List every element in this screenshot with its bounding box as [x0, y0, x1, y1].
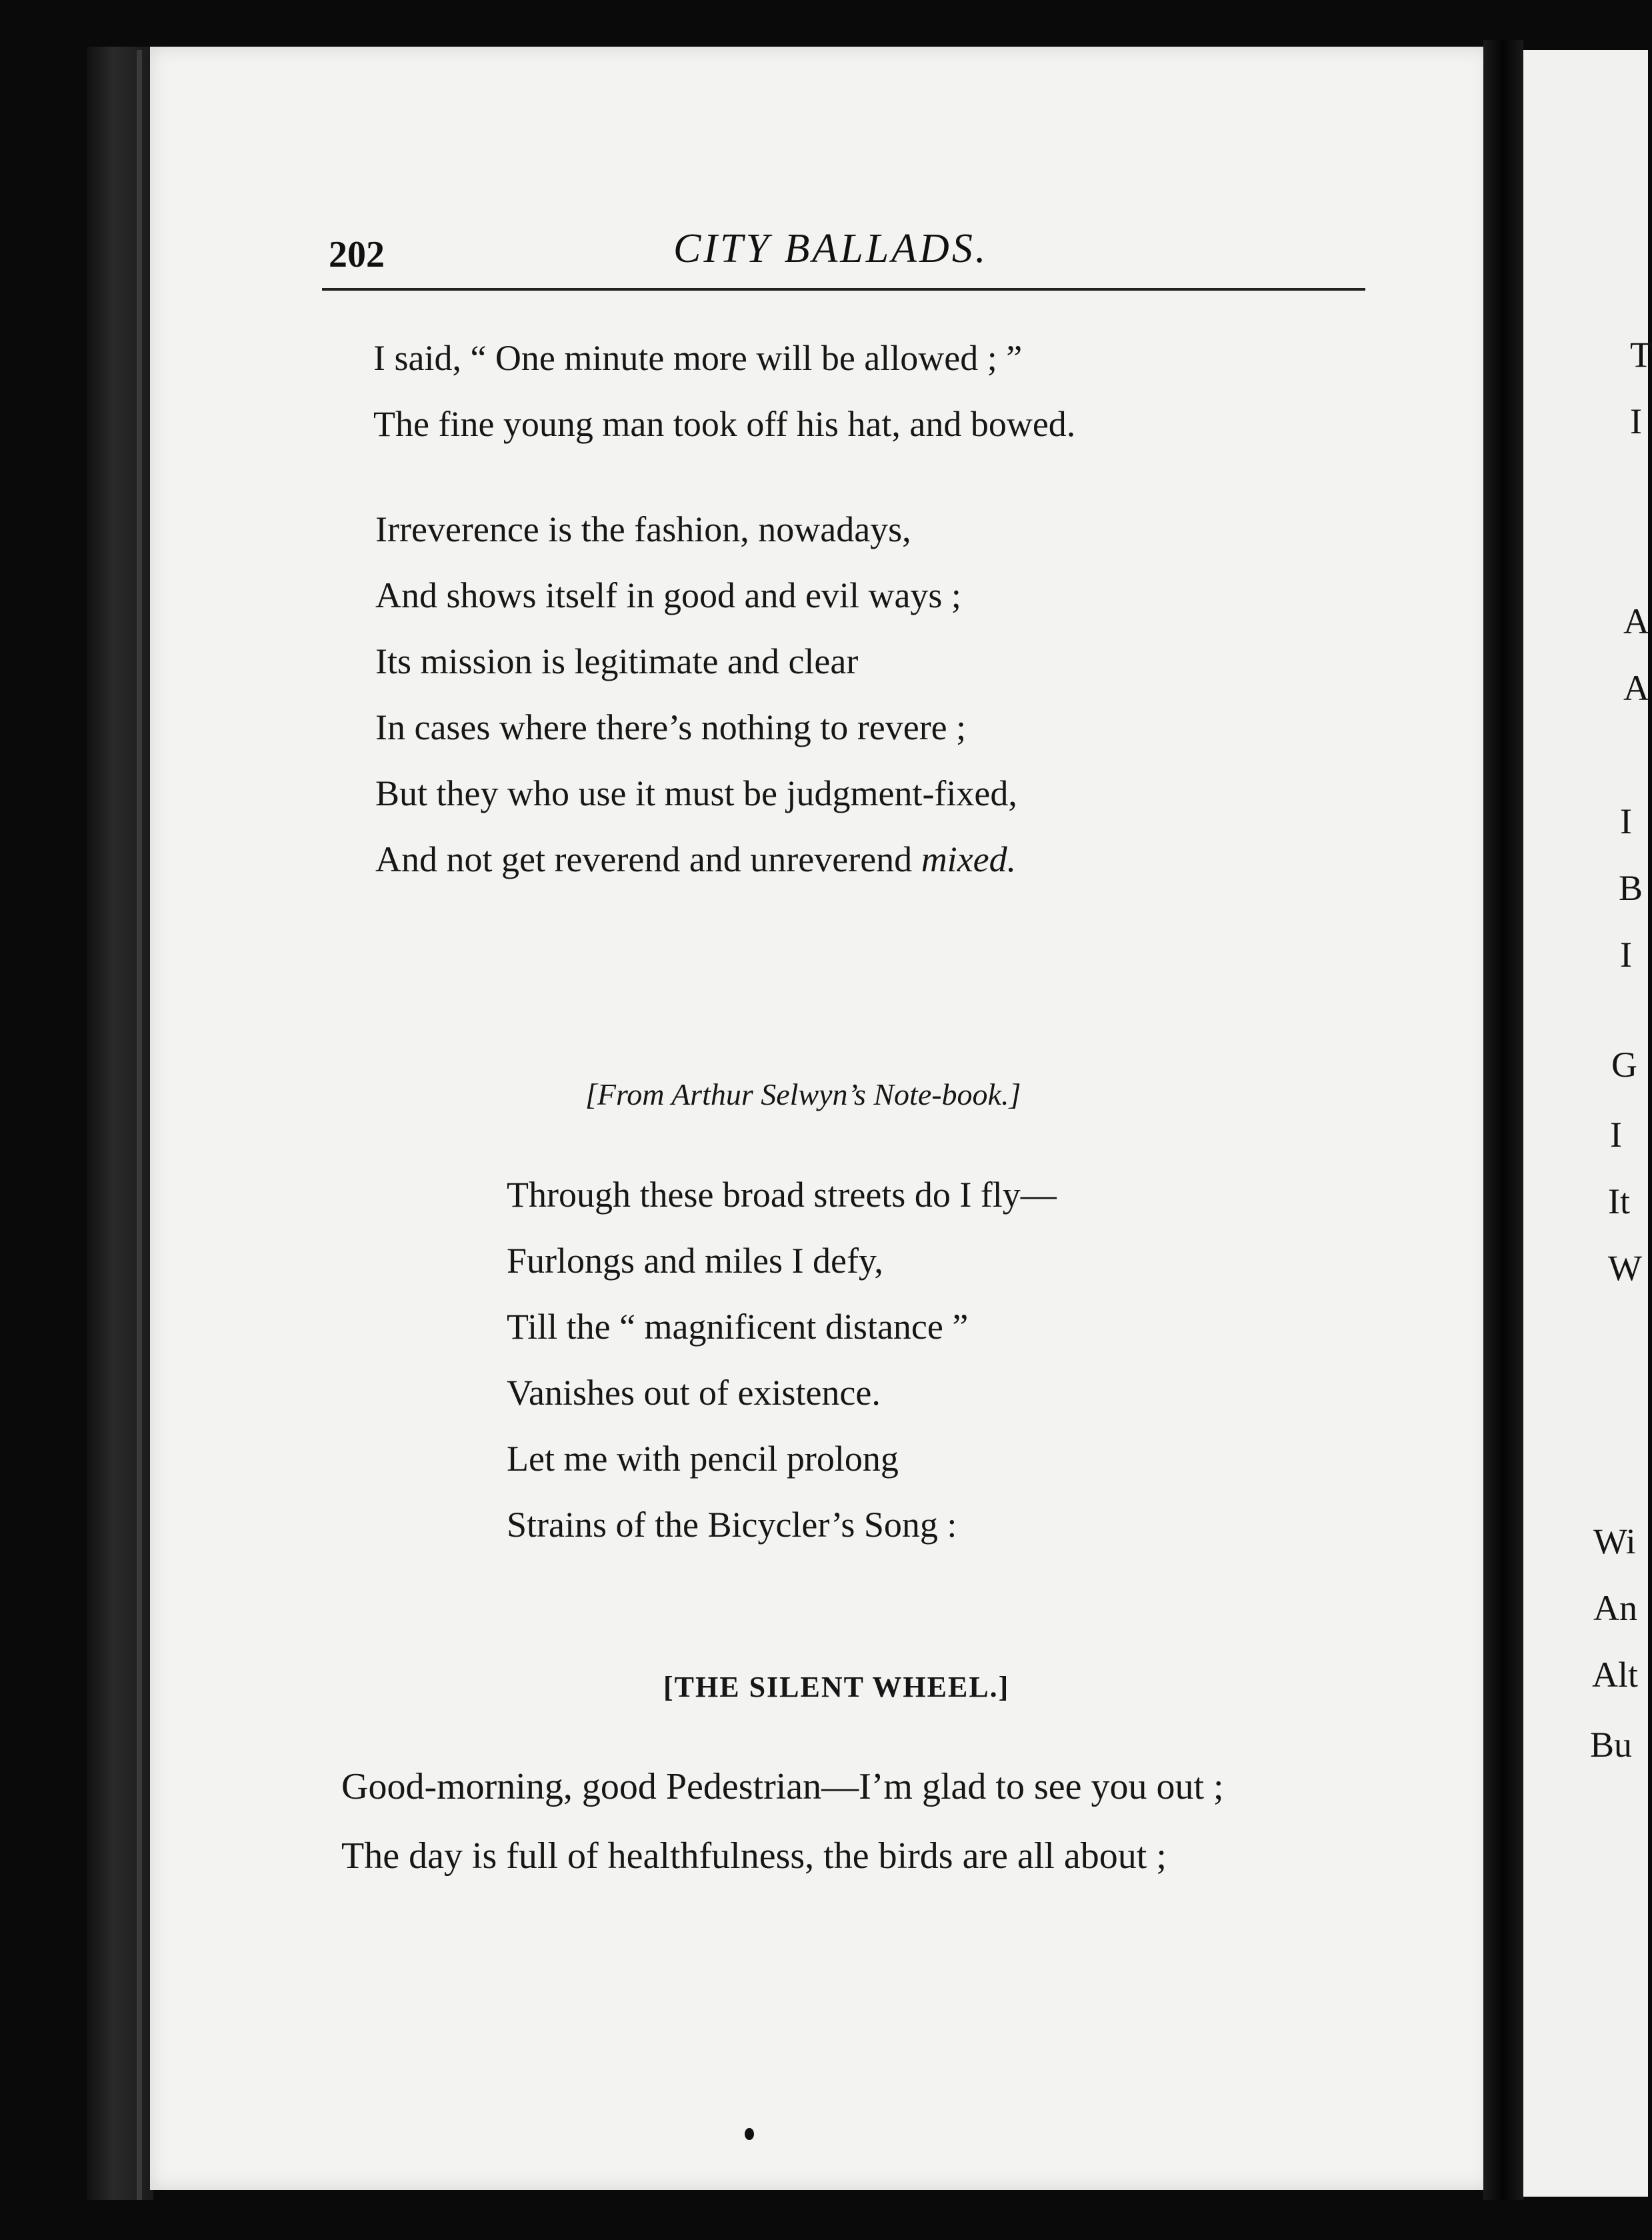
- facing-page-fragment: I: [1610, 1115, 1622, 1155]
- running-title: CITY BALLADS.: [673, 226, 989, 271]
- notebook-heading: [From Arthur Selwyn’s Note-book.]: [585, 1077, 1021, 1111]
- ink-speck: [745, 2128, 754, 2140]
- book-spine: [87, 47, 153, 2200]
- verse-line: I said, “ One minute more will be allowed ; ”: [373, 338, 1023, 378]
- page-gutter: [1483, 40, 1523, 2200]
- verse-line: The day is full of healthfulness, the birds are all about ;: [341, 1835, 1167, 1877]
- facing-page-fragment: T: [1630, 335, 1652, 375]
- verse-line: Irreverence is the fashion, nowadays,: [375, 509, 911, 549]
- verse-line: In cases where there’s nothing to revere ;: [375, 707, 967, 747]
- stanza-irreverence: [375, 497, 1017, 893]
- verse-line-text: And not get reverend and unreverend: [375, 839, 921, 879]
- verse-line: Vanishes out of existence.: [507, 1373, 881, 1413]
- verse-line: Furlongs and miles I defy,: [507, 1241, 883, 1281]
- facing-page-fragment: Wi: [1593, 1521, 1636, 1561]
- facing-page-fragment: A: [1623, 601, 1649, 641]
- facing-page-fragment: I: [1620, 801, 1632, 841]
- facing-page-fragment: W: [1608, 1248, 1642, 1288]
- facing-page-fragment: G: [1611, 1045, 1637, 1085]
- facing-page-fragment: Bu: [1590, 1725, 1633, 1765]
- facing-page-fragment: I: [1630, 401, 1642, 441]
- verse-line: Its mission is legitimate and clear: [375, 641, 859, 681]
- verse-line: Till the “ magnificent distance ”: [507, 1307, 969, 1347]
- stanza-closing-couplet: [373, 325, 1075, 457]
- silent-wheel-heading: [THE SILENT WHEEL.]: [663, 1671, 1010, 1703]
- stanza-silent-wheel: [341, 1752, 1224, 1891]
- page-number: 202: [329, 234, 385, 275]
- verse-line: But they who use it must be judgment-fixed,: [375, 773, 1017, 813]
- verse-line: Through these broad streets do I fly—: [507, 1175, 1057, 1215]
- facing-page-fragment: B: [1619, 868, 1643, 908]
- verse-line: Good-morning, good Pedestrian—I’m glad to see you out ;: [341, 1766, 1224, 1807]
- verse-line: Strains of the Bicycler’s Song :: [507, 1505, 957, 1545]
- verse-line: The fine young man took off his hat, and bowed.: [373, 404, 1076, 444]
- verse-line-last: [375, 827, 1017, 893]
- facing-page-fragment: I: [1620, 935, 1632, 975]
- spine-edge: [137, 50, 142, 2200]
- verse-line: And shows itself in good and evil ways ;: [375, 575, 961, 615]
- stanza-notebook: [507, 1162, 1057, 1558]
- facing-page: [1523, 50, 1652, 2197]
- facing-page-fragment: Alt: [1592, 1655, 1639, 1695]
- header-rule: [322, 288, 1365, 291]
- facing-page-fragment: A: [1623, 668, 1649, 708]
- verse-line: Let me with pencil prolong: [507, 1439, 899, 1479]
- facing-page-fragment: It: [1608, 1181, 1630, 1221]
- facing-page-fragment: An: [1593, 1588, 1637, 1628]
- verse-line-italic: mixed.: [921, 839, 1017, 879]
